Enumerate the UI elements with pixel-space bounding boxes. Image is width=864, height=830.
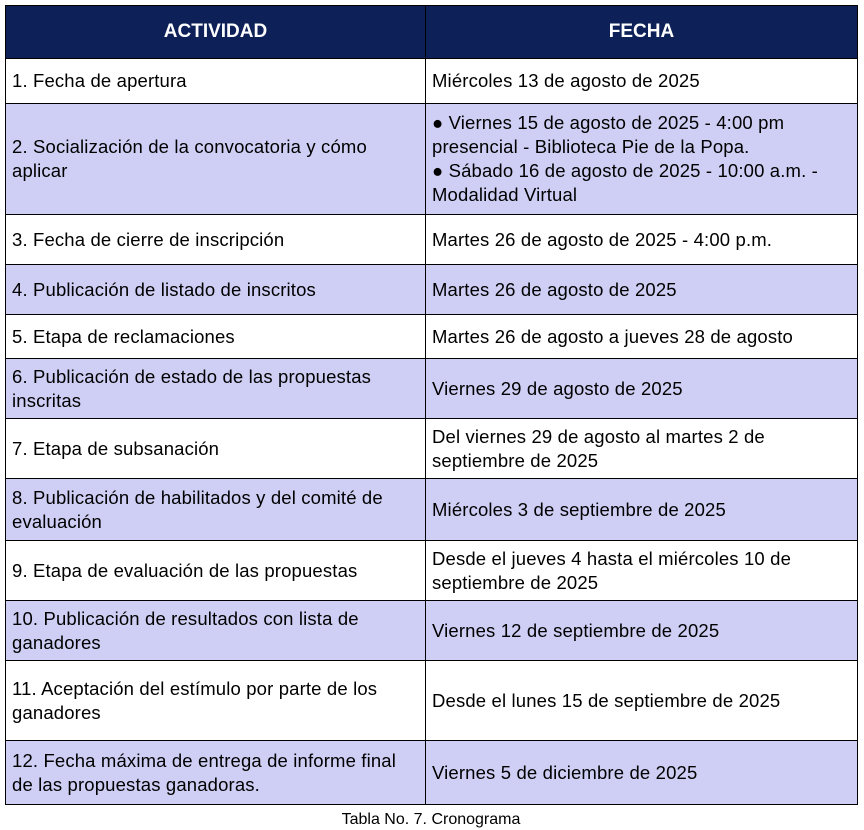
date-line: Desde el lunes 15 de septiembre de 2025 [432, 689, 781, 711]
date-cell [426, 541, 858, 601]
date-cell [426, 741, 858, 805]
table-row [6, 741, 858, 805]
date-cell [426, 104, 858, 215]
schedule-table-container [5, 5, 857, 828]
date-cell [426, 661, 858, 741]
date-cell [426, 59, 858, 104]
table-row [6, 265, 858, 315]
table-row [6, 59, 858, 104]
activity-cell: 10. Publicación de resultados con lista de ganadores [6, 601, 426, 661]
activity-cell: 11. Aceptación del estímulo por parte de los ganadores [6, 661, 426, 741]
table-row [6, 104, 858, 215]
header-activity: ACTIVIDAD [6, 6, 426, 59]
schedule-table [5, 5, 858, 805]
activity-cell: 4. Publicación de listado de inscritos [6, 265, 426, 315]
date-line: Martes 26 de agosto de 2025 - 4:00 p.m. [432, 228, 773, 250]
date-line: Desde el jueves 4 hasta el miércoles 10 de septiembre de 2025 [432, 547, 792, 593]
date-cell [426, 419, 858, 479]
table-row [6, 215, 858, 265]
table-row [6, 419, 858, 479]
date-line: Miércoles 3 de septiembre de 2025 [432, 498, 726, 520]
date-cell [426, 215, 858, 265]
table-row [6, 601, 858, 661]
date-line: Del viernes 29 de agosto al martes 2 de septiembre de 2025 [432, 425, 765, 471]
table-row [6, 315, 858, 359]
activity-cell: 8. Publicación de habilitados y del comité de evaluación [6, 479, 426, 541]
activity-cell: 7. Etapa de subsanación [6, 419, 426, 479]
date-cell [426, 601, 858, 661]
table-header-row [6, 6, 858, 59]
activity-cell: 5. Etapa de reclamaciones [6, 315, 426, 359]
date-line: Viernes 29 de agosto de 2025 [432, 377, 683, 399]
table-row [6, 541, 858, 601]
table-caption: Tabla No. 7. Cronograma [341, 811, 521, 828]
table-row [6, 479, 858, 541]
date-line: ● Sábado 16 de agosto de 2025 - 10:00 a.m. - Modalidad Virtual [432, 160, 818, 205]
date-line: Martes 26 de agosto de 2025 [432, 278, 677, 300]
date-line: Viernes 5 de diciembre de 2025 [432, 761, 698, 783]
activity-cell: 2. Socialización de la convocatoria y cómo aplicar [6, 104, 426, 215]
date-line: Miércoles 13 de agosto de 2025 [432, 70, 700, 91]
header-date: FECHA [426, 6, 858, 59]
date-line: Martes 26 de agosto a jueves 28 de agosto [432, 325, 793, 347]
table-row [6, 359, 858, 419]
activity-cell: 9. Etapa de evaluación de las propuestas [6, 541, 426, 601]
date-cell [426, 265, 858, 315]
activity-cell: 12. Fecha máxima de entrega de informe final de las propuestas ganadoras. [6, 741, 426, 805]
activity-cell: 1. Fecha de apertura [6, 59, 426, 104]
table-row [6, 661, 858, 741]
date-line: Viernes 12 de septiembre de 2025 [432, 619, 720, 641]
activity-cell: 6. Publicación de estado de las propuestas inscritas [6, 359, 426, 419]
date-line: ● Viernes 15 de agosto de 2025 - 4:00 pm presencial - Biblioteca Pie de la Popa. [432, 112, 785, 157]
activity-cell: 3. Fecha de cierre de inscripción [6, 215, 426, 265]
date-cell [426, 479, 858, 541]
date-cell [426, 315, 858, 359]
date-cell [426, 359, 858, 419]
